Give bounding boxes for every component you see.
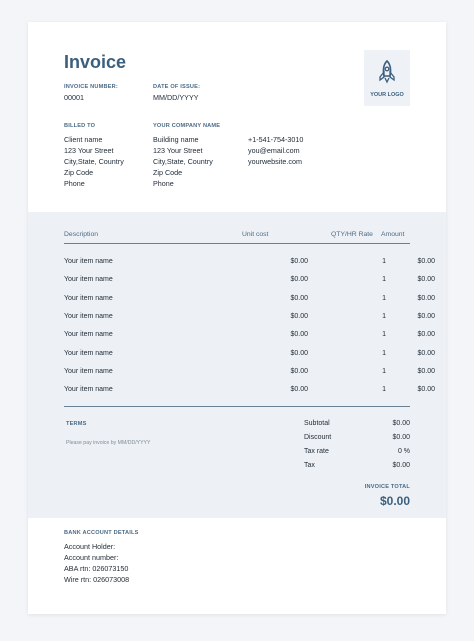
row-description: Your item name (64, 349, 113, 357)
table-row (64, 386, 435, 404)
billed-to-line: Zip Code (64, 168, 94, 177)
invoice-total-label: INVOICE TOTAL (364, 484, 410, 490)
table-row (64, 258, 435, 276)
row-qty: 1 (382, 367, 386, 375)
invoice-total-value: $0.00 (379, 494, 410, 508)
table-row (64, 331, 435, 349)
tax-value: $0.00 (392, 462, 410, 469)
billed-to-line: 123 Your Street (64, 146, 114, 155)
discount-label: Discount (304, 434, 332, 441)
col-header-qty: QTY/HR Rate (331, 231, 373, 238)
company-line: City,State, Country (153, 157, 213, 166)
table-row (64, 312, 435, 331)
invoice-number-label: INVOICE NUMBER: (64, 84, 118, 90)
col-header-unit-cost: Unit cost (242, 231, 269, 238)
company-line: Building name (153, 135, 199, 144)
row-unit-cost: $0.00 (290, 294, 308, 302)
row-unit-cost: $0.00 (290, 331, 308, 339)
row-amount: $0.00 (417, 331, 435, 339)
row-unit-cost: $0.00 (290, 276, 308, 284)
row-qty: 1 (382, 331, 386, 339)
bank-account-holder: Account Holder: (64, 542, 116, 551)
row-description: Your item name (64, 258, 113, 265)
row-description: Your item name (64, 294, 113, 302)
row-qty: 1 (382, 294, 386, 302)
billed-to-line: Client name (64, 135, 103, 144)
table-row (64, 349, 435, 368)
row-qty: 1 (382, 276, 386, 284)
row-amount: $0.00 (417, 258, 435, 265)
row-description: Your item name (64, 276, 113, 284)
row-qty: 1 (382, 349, 386, 357)
logo-label: YOUR LOGO (370, 92, 404, 98)
invoice-page (28, 22, 446, 614)
bank-details-block (64, 541, 129, 585)
row-qty: 1 (382, 312, 386, 320)
row-amount: $0.00 (417, 349, 435, 357)
date-label: DATE OF ISSUE: (153, 84, 201, 90)
row-unit-cost: $0.00 (290, 367, 308, 375)
row-description: Your item name (64, 312, 113, 320)
tax-rate-label: Tax rate (304, 448, 329, 455)
row-unit-cost: $0.00 (290, 349, 308, 357)
company-line: 123 Your Street (153, 146, 203, 155)
billed-to-line: City,State, Country (64, 157, 124, 166)
tax-rate-value: 0 % (397, 448, 410, 455)
row-qty: 1 (382, 386, 386, 394)
company-website: yourwebsite.com (248, 157, 302, 166)
billed-to-block (64, 134, 124, 189)
discount-value: $0.00 (392, 434, 410, 441)
terms-label: TERMS (66, 421, 87, 427)
table-row (64, 294, 435, 313)
row-amount: $0.00 (417, 386, 435, 394)
date-value: MM/DD/YYYY (153, 93, 199, 102)
company-contact-block (248, 134, 303, 167)
row-amount: $0.00 (417, 276, 435, 284)
invoice-number: 00001 (64, 93, 84, 102)
table-bottom-divider (64, 406, 410, 407)
terms-text: Please pay invoice by MM/DD/YYYY (66, 440, 151, 446)
row-description: Your item name (64, 367, 113, 375)
billed-to-line: Phone (64, 179, 85, 188)
subtotal-label: Subtotal (304, 420, 330, 427)
company-line: Phone (153, 179, 174, 188)
bank-wire-rtn: Wire rtn: 026073008 (64, 575, 130, 584)
bank-details-label: BANK ACCOUNT DETAILS (64, 530, 139, 536)
table-row (64, 276, 435, 294)
company-name-label: YOUR COMPANY NAME (153, 123, 221, 129)
col-header-amount: Amount (381, 231, 405, 238)
row-unit-cost: $0.00 (290, 258, 308, 265)
header-divider (64, 243, 410, 244)
col-header-description: Description (64, 231, 98, 238)
row-description: Your item name (64, 331, 113, 339)
company-address-block (153, 134, 213, 189)
rocket-icon (376, 59, 398, 85)
logo-box (364, 50, 410, 106)
company-phone: +1-541-754-3010 (248, 135, 304, 144)
row-amount: $0.00 (417, 312, 435, 320)
company-email: you@email.com (248, 146, 300, 155)
company-line: Zip Code (153, 168, 183, 177)
subtotal-value: $0.00 (392, 420, 410, 427)
bank-aba-rtn: ABA rtn: 026073150 (64, 564, 129, 573)
billed-to-label: BILLED TO (64, 123, 96, 129)
row-qty: 1 (382, 258, 386, 265)
row-unit-cost: $0.00 (290, 312, 308, 320)
row-amount: $0.00 (417, 367, 435, 375)
page-title: Invoice (64, 52, 127, 72)
row-amount: $0.00 (417, 294, 435, 302)
bank-account-number: Account number: (64, 553, 119, 562)
table-row (64, 367, 435, 386)
row-unit-cost: $0.00 (290, 386, 308, 394)
tax-label: Tax (304, 462, 315, 469)
row-description: Your item name (64, 386, 113, 394)
